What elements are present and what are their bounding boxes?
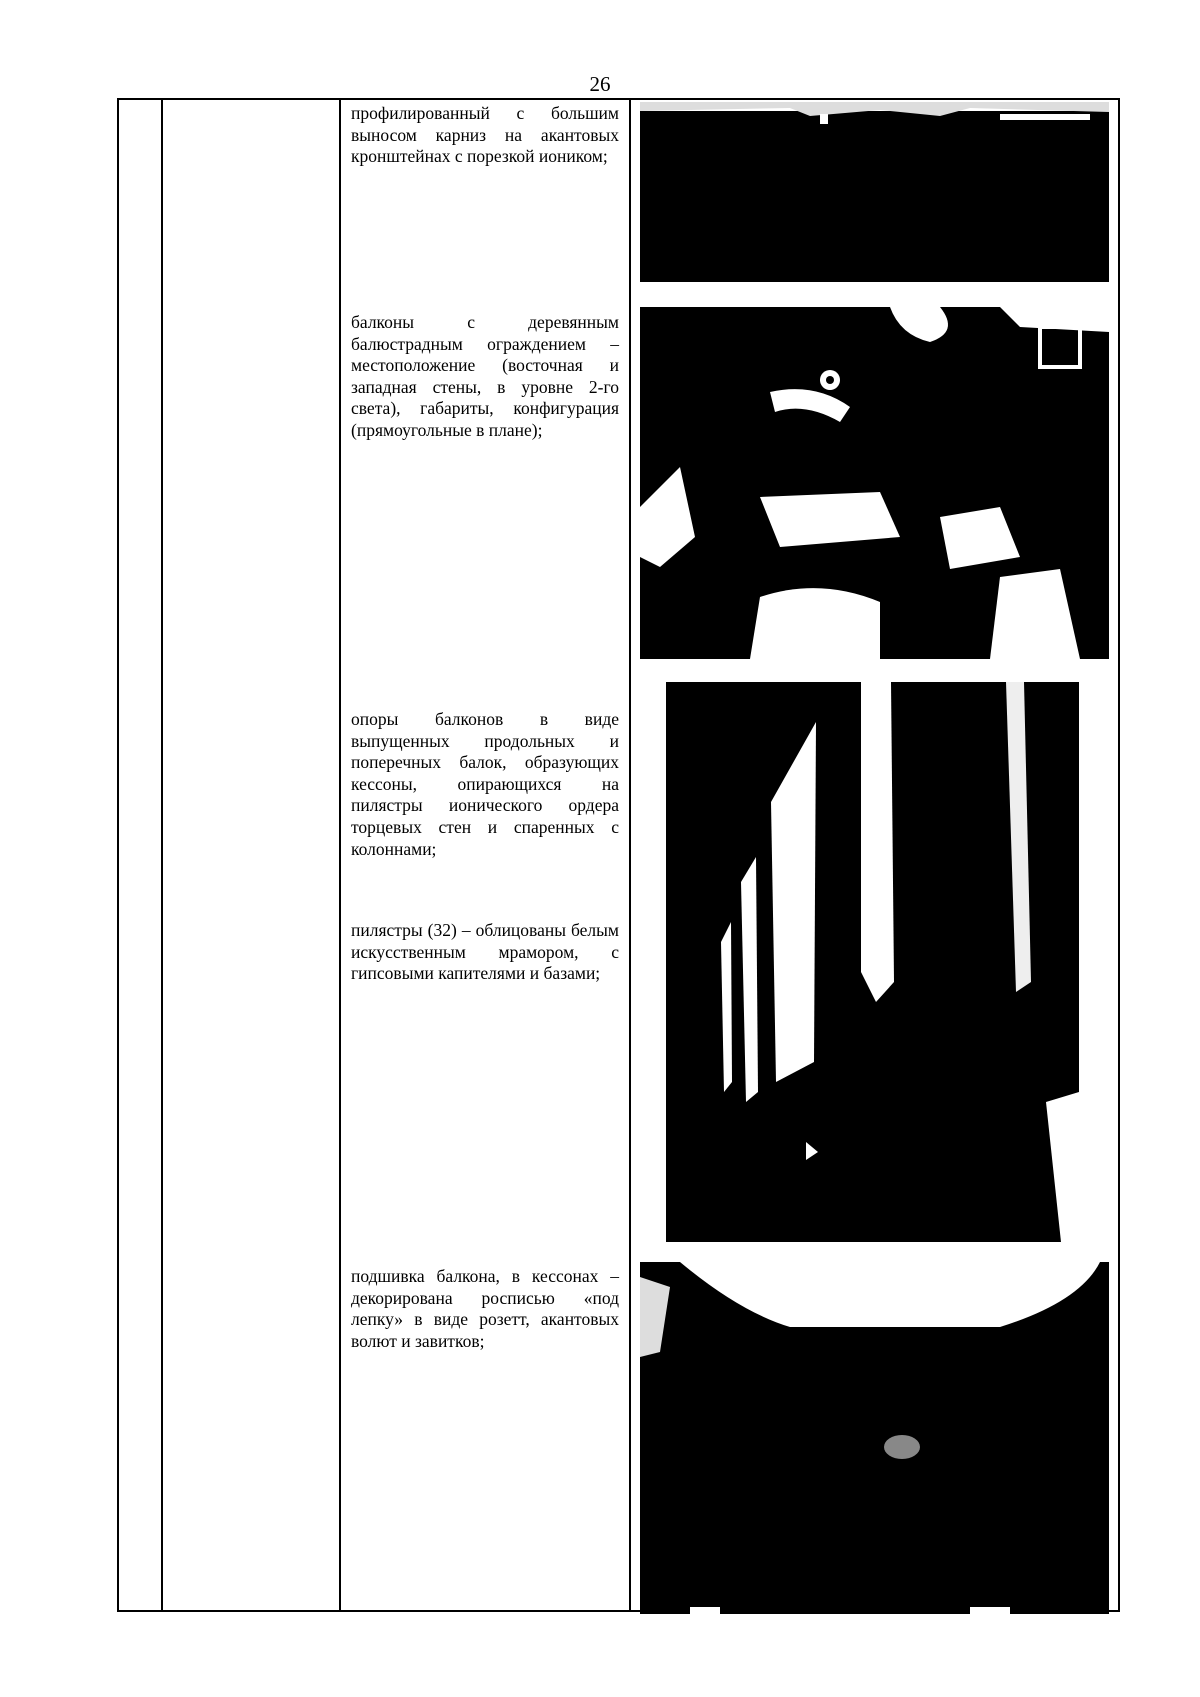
column-divider: [629, 100, 631, 1610]
column-divider: [161, 100, 163, 1610]
page-number: 26: [589, 72, 611, 96]
column-divider: [339, 100, 341, 1610]
row-text-pilasters: пилястры (32) – облицованы белым искусственным мрамором, с гипсовыми капителями и базами;: [351, 920, 619, 984]
pilaster-photo: [666, 682, 1079, 1242]
row-text-balcony-supports: опоры балконов в виде выпущенных продольных и поперечных балок, образующих кессоны, опирающихся на пилястры ионического ордера торцевых стен и спаренных с колоннами;: [351, 709, 619, 859]
balcony-photo: [640, 307, 1109, 659]
row-text-cornice: профилированный с большим выносом карниз на акантовых кронштейнах с порезкой иоником;: [351, 103, 619, 167]
cornice-photo: [640, 102, 1109, 282]
balcony-soffit-photo: [640, 1262, 1109, 1614]
row-text-balconies: балконы с деревянным балюстрадным ограждением – местоположение (восточная и западная стены, в уровне 2-го света), габариты, конфигурация (прямоугольные в плане);: [351, 312, 619, 440]
row-text-balcony-soffit: подшивка балкона, в кессонах – декорирована росписью «под лепку» в виде розетт, акантовых волют и завитков;: [351, 1266, 619, 1351]
